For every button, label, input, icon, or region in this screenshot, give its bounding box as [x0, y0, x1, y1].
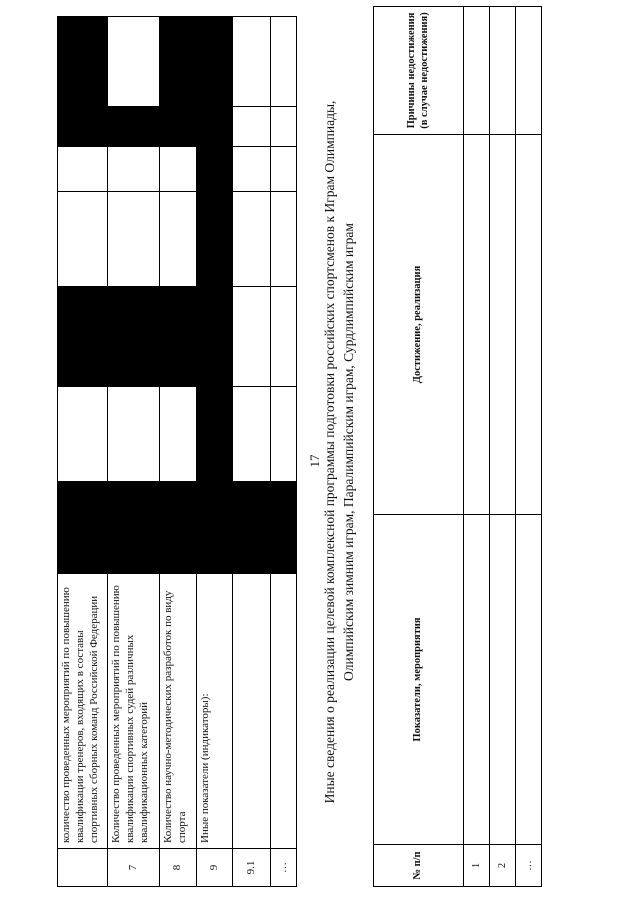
table-row: [233, 17, 271, 887]
blacked-cell: [197, 387, 233, 482]
table-row: [271, 17, 297, 887]
other-info-table: [373, 6, 542, 887]
blacked-cell: [108, 482, 160, 574]
table-cell: [233, 17, 271, 107]
header-indicators: Показатели, мероприятия: [374, 515, 464, 845]
table-cell: [490, 515, 516, 845]
blacked-cell: [160, 482, 197, 574]
table-cell: [233, 287, 271, 387]
row-text: [271, 574, 297, 849]
row-text: Количество проведенных мероприятий по повышению квалификации спортивных судей различных квалификационных категорий: [108, 574, 160, 849]
row-text: [233, 574, 271, 849]
blacked-cell: [58, 107, 108, 147]
table-cell: [516, 515, 542, 845]
table-cell: [108, 192, 160, 287]
table-cell: [108, 17, 160, 107]
blacked-cell: [160, 287, 197, 387]
row-number: [58, 849, 108, 887]
page-number: 17: [307, 454, 322, 468]
table-cell: [271, 17, 297, 107]
row-number: 7: [108, 849, 160, 887]
table-cell: [464, 515, 490, 845]
blacked-cell: [197, 287, 233, 387]
table-cell: [271, 107, 297, 147]
table-cell: [160, 387, 197, 482]
blacked-cell: [108, 107, 160, 147]
row-number: …: [271, 849, 297, 887]
table-row: [58, 17, 108, 887]
table-cell: [233, 147, 271, 192]
header-num: № п/п: [374, 845, 464, 887]
table-cell: [271, 387, 297, 482]
table-row: [516, 7, 542, 887]
table-cell: [58, 192, 108, 287]
row-text: количество проведенных мероприятий по повышению квалификации тренеров, входящих в составы спортивных сборных команд Российской Федерации: [58, 574, 108, 849]
table-cell: [58, 147, 108, 192]
table-cell: [108, 147, 160, 192]
table-cell: [464, 7, 490, 135]
row-number: 2: [490, 845, 516, 887]
table-row: [108, 17, 160, 887]
table-cell: [233, 387, 271, 482]
blacked-cell: [233, 482, 271, 574]
table-cell: [490, 7, 516, 135]
table-cell: [271, 147, 297, 192]
row-text: Количество научно-методических разработок по виду спорта: [160, 574, 197, 849]
table-cell: [233, 192, 271, 287]
table-row: [197, 17, 233, 887]
table-cell: [271, 192, 297, 287]
section-title-line-2: Олимпийским зимним играм, Паралимпийским играм, Сурдлимпийским играм: [341, 223, 356, 681]
blacked-cell: [197, 147, 233, 192]
section-title-line-1: Иные сведения о реализации целевой комплексной программы подготовки российских спортсменов к Играм Олимпиады,: [322, 100, 337, 804]
table-cell: [233, 107, 271, 147]
table-cell: [160, 147, 197, 192]
row-number: 9: [197, 849, 233, 887]
blacked-cell: [58, 17, 108, 107]
blacked-cell: [160, 107, 197, 147]
blacked-cell: [197, 107, 233, 147]
table-cell: [490, 135, 516, 515]
table-cell: [271, 287, 297, 387]
table-row: [464, 7, 490, 887]
table-cell: [516, 7, 542, 135]
table-cell: [516, 135, 542, 515]
table-cell: [108, 387, 160, 482]
table-cell: [464, 135, 490, 515]
row-text: Иные показатели (индикаторы):: [197, 574, 233, 849]
indicators-table-continued: [57, 16, 297, 887]
header-reasons: Причины недостижения (в случае недостижения): [374, 7, 464, 135]
table-row: [490, 7, 516, 887]
header-achievement: Достижение, реализация: [374, 135, 464, 515]
table-row: [160, 17, 197, 887]
row-number: …: [516, 845, 542, 887]
table-cell: [58, 387, 108, 482]
blacked-cell: [58, 287, 108, 387]
section-title: [320, 22, 358, 882]
blacked-cell: [271, 482, 297, 574]
table-header-row: [374, 7, 464, 887]
blacked-cell: [197, 192, 233, 287]
row-number: 8: [160, 849, 197, 887]
row-number: 1: [464, 845, 490, 887]
blacked-cell: [197, 17, 233, 107]
blacked-cell: [108, 287, 160, 387]
row-number: 9.1: [233, 849, 271, 887]
blacked-cell: [197, 482, 233, 574]
table-cell: [160, 192, 197, 287]
blacked-cell: [58, 482, 108, 574]
blacked-cell: [160, 17, 197, 107]
